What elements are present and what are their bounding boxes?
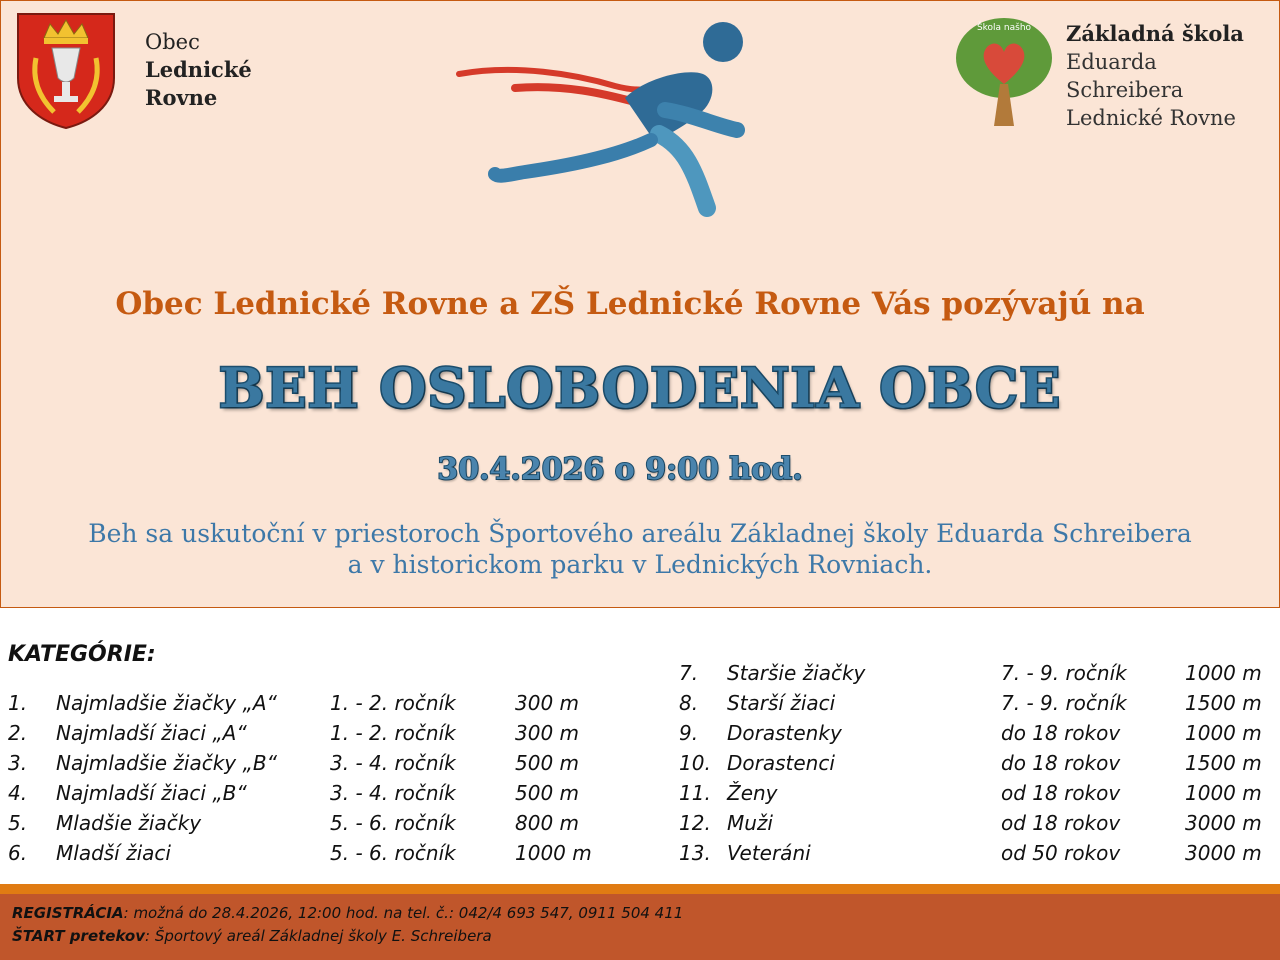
category-distance: 500 m — [515, 781, 580, 805]
category-name: Starší žiaci — [727, 691, 836, 715]
registration-info — [12, 904, 683, 922]
category-age: 5. - 6. ročník — [330, 841, 456, 865]
category-age: do 18 rokov — [1001, 751, 1121, 775]
description-line-1: Beh sa uskutoční v priestoroch Športového areálu Základnej školy Eduarda Schreibera — [88, 519, 1192, 548]
footer-divider — [0, 884, 1280, 894]
category-row — [679, 808, 1275, 838]
category-age: 5. - 6. ročník — [330, 811, 456, 835]
category-number: 11. — [679, 781, 711, 805]
start-info — [12, 927, 492, 945]
start-label: ŠTART pretekov — [12, 927, 145, 945]
category-row — [679, 838, 1275, 868]
category-name: Mladší žiaci — [56, 841, 171, 865]
invitation-text: Obec Lednické Rovne a ZŠ Lednické Rovne Vás pozývajú na — [115, 286, 1145, 322]
category-distance: 1000 m — [1185, 721, 1262, 745]
category-name: Dorastenky — [727, 721, 842, 745]
category-row — [8, 748, 648, 778]
category-age: 7. - 9. ročník — [1001, 661, 1127, 685]
municipality-line-3: Rovne — [145, 85, 218, 110]
start-text: : Športový areál Základnej školy E. Schreibera — [145, 927, 492, 945]
category-number: 8. — [679, 691, 699, 715]
category-name: Najmladší žiaci „B“ — [56, 781, 247, 805]
event-description — [0, 518, 1280, 580]
registration-text: : možná do 28.4.2026, 12:00 hod. na tel. č.: 042/4 693 547, 0911 504 411 — [123, 904, 684, 922]
category-age: 7. - 9. ročník — [1001, 691, 1127, 715]
category-number: 10. — [679, 751, 711, 775]
category-row — [679, 688, 1275, 718]
categories-heading: KATEGÓRIE: — [8, 642, 156, 667]
category-row — [8, 778, 648, 808]
category-name: Dorastenci — [727, 751, 835, 775]
category-row — [8, 718, 648, 748]
category-row — [8, 808, 648, 838]
category-row — [679, 748, 1275, 778]
municipality-line-2: Lednické — [145, 57, 252, 82]
category-distance: 3000 m — [1185, 841, 1262, 865]
category-name: Najmladšie žiačky „A“ — [56, 691, 277, 715]
category-number: 12. — [679, 811, 711, 835]
category-distance: 1000 m — [1185, 661, 1262, 685]
category-age: 3. - 4. ročník — [330, 781, 456, 805]
event-title: BEH OSLOBODENIA OBCE — [218, 356, 1062, 420]
category-number: 7. — [679, 661, 699, 685]
category-distance: 1500 m — [1185, 691, 1262, 715]
category-number: 5. — [8, 811, 28, 835]
category-name: Staršie žiačky — [727, 661, 866, 685]
category-number: 13. — [679, 841, 711, 865]
category-distance: 3000 m — [1185, 811, 1262, 835]
school-name — [1066, 20, 1244, 132]
tree-caption: Škola našho — [976, 23, 1032, 33]
category-age: 1. - 2. ročník — [330, 691, 456, 715]
category-number: 3. — [8, 751, 28, 775]
category-number: 1. — [8, 691, 28, 715]
category-name: Najmladšie žiačky „B“ — [56, 751, 277, 775]
category-distance: 1000 m — [515, 841, 592, 865]
school-line-3: Schreibera — [1066, 78, 1184, 102]
category-age: 1. - 2. ročník — [330, 721, 456, 745]
municipality-line-1: Obec — [145, 30, 200, 54]
category-distance: 300 m — [515, 721, 580, 745]
category-distance: 1500 m — [1185, 751, 1262, 775]
runner-logo-icon — [455, 14, 785, 219]
footer-bar — [0, 894, 1280, 960]
school-line-4: Lednické Rovne — [1066, 106, 1236, 130]
category-age: 3. - 4. ročník — [330, 751, 456, 775]
event-datetime: 30.4.2026 o 9:00 hod. — [437, 452, 803, 487]
category-distance: 1000 m — [1185, 781, 1262, 805]
category-name: Ženy — [727, 781, 778, 805]
municipal-crest-icon — [14, 8, 118, 130]
category-row — [679, 658, 1275, 688]
category-age: od 18 rokov — [1001, 811, 1121, 835]
category-row — [679, 718, 1275, 748]
category-age: do 18 rokov — [1001, 721, 1121, 745]
category-number: 2. — [8, 721, 28, 745]
category-row — [8, 838, 648, 868]
category-number: 4. — [8, 781, 28, 805]
school-tree-logo-icon — [952, 14, 1056, 132]
category-name: Muži — [727, 811, 773, 835]
category-age: od 18 rokov — [1001, 781, 1121, 805]
category-row — [679, 778, 1275, 808]
category-number: 6. — [8, 841, 28, 865]
description-line-2: a v historickom parku v Lednických Rovniach. — [347, 550, 933, 579]
municipality-name — [145, 28, 252, 112]
category-age: od 50 rokov — [1001, 841, 1121, 865]
registration-label: REGISTRÁCIA — [12, 904, 124, 922]
category-distance: 500 m — [515, 751, 580, 775]
school-line-2: Eduarda — [1066, 50, 1157, 74]
category-name: Mladšie žiačky — [56, 811, 202, 835]
category-name: Najmladší žiaci „A“ — [56, 721, 247, 745]
category-name: Veteráni — [727, 841, 811, 865]
school-line-1: Základná škola — [1066, 21, 1244, 46]
category-number: 9. — [679, 721, 699, 745]
category-row — [8, 688, 648, 718]
category-distance: 300 m — [515, 691, 580, 715]
category-distance: 800 m — [515, 811, 580, 835]
